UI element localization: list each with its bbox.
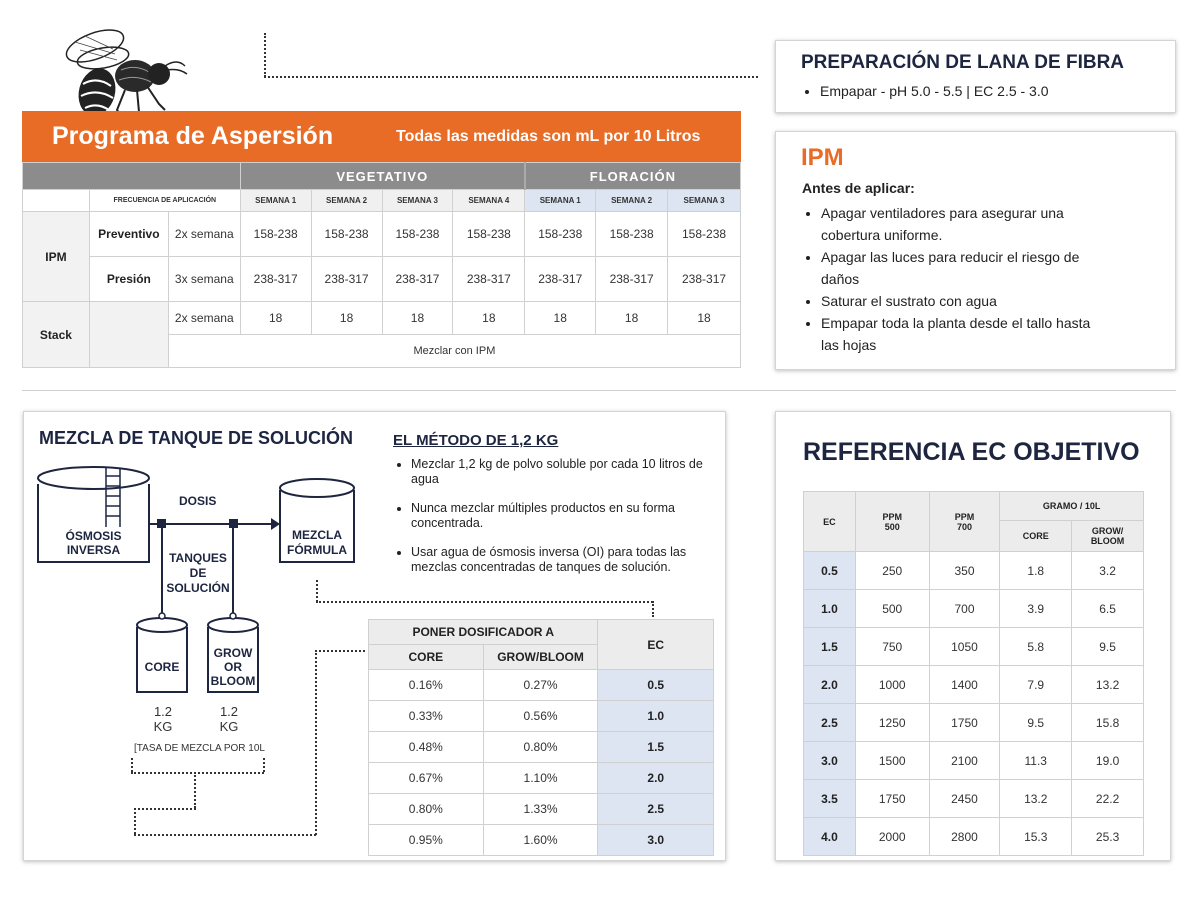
core-gram: 3.9 [1000,590,1072,628]
core-gram: 7.9 [1000,666,1072,704]
cell-value: 18 [311,302,382,335]
table-row [804,780,1144,818]
ec-reference-title: REFERENCIA EC OBJETIVO [803,438,1140,466]
blank-cell [89,302,168,368]
tank-mix-title: MEZCLA DE TANQUE DE SOLUCIÓN [39,428,353,448]
table-row [369,701,714,732]
method-title: EL MÉTODO DE 1,2 KG [393,432,559,449]
ro-label [46,529,141,557]
header-line: BLOOM [1090,536,1125,546]
cell-value: 18 [453,302,525,335]
list-item: • Nunca mezclar múltiples productos en su forma concentrada. [411,501,711,531]
spray-program-header [22,111,741,162]
flor-week-header: SEMANA 1 [525,190,596,212]
grow-gram: 15.8 [1072,704,1144,742]
ppm500-value: 1500 [855,742,929,780]
cell-value: 238-317 [382,257,453,302]
core-gram: 15.3 [1000,818,1072,856]
table-row [369,732,714,763]
dosing-header: PONER DOSIFICADOR A [369,620,598,645]
table-row [23,257,741,302]
table-row [369,825,714,856]
list-item: • Saturar el sustrato con agua [821,290,1091,312]
ec-value: 0.5 [804,552,856,590]
cell-value: 238-317 [311,257,382,302]
fiber-title: PREPARACIÓN DE LANA DE FIBRA [801,52,1125,73]
flor-week-header: SEMANA 2 [596,190,668,212]
bracket-line [316,601,653,603]
list-item: • Usar agua de ósmosis inversa (OI) para todas las mezclas concentradas de tanques de solución. [411,545,711,575]
table-row [804,704,1144,742]
list-item: • Apagar las luces para reducir el riesgo de daños [821,246,1091,290]
kg-value: 1.2 [219,704,239,719]
ec-value: 2.0 [804,666,856,704]
cell-value: 158-238 [382,212,453,257]
grow-pct: 1.60% [483,825,598,856]
flor-header: FLORACIÓN [525,163,741,190]
ro-label-line: INVERSA [66,543,121,557]
bracket-line [315,650,365,652]
bracket-line [652,601,654,617]
stack-row-label: Stack [23,302,90,368]
grow-kg [214,704,244,734]
cell-value: 18 [382,302,453,335]
bracket-line [194,772,196,808]
cell-value: 158-238 [453,212,525,257]
tanks-label-line: SOLUCIÓN [166,581,230,595]
ec-col-header: EC [804,492,856,552]
ppm700-value: 2800 [929,818,1000,856]
mix-rate-label: [TASA DE MEZCLA POR 10L [134,743,265,754]
core-gram: 1.8 [1000,552,1072,590]
veg-week-header: SEMANA 2 [311,190,382,212]
cell-value: 18 [240,302,311,335]
cell-value: 238-317 [596,257,668,302]
tank-mix-card [23,411,726,861]
core-gram: 11.3 [1000,742,1072,780]
veg-week-header: SEMANA 4 [453,190,525,212]
ec-value: 0.5 [598,670,714,701]
bracket-line [131,772,264,774]
arrow-icon [271,518,280,530]
row-freq: 3x semana [168,257,240,302]
fiber-card [775,40,1176,113]
core-pct: 0.95% [369,825,484,856]
grow-pct: 0.80% [483,732,598,763]
cell-value: 18 [596,302,668,335]
spray-table [22,162,741,368]
connector-line [264,76,758,78]
ec-value: 1.0 [804,590,856,628]
tanks-label-line: DE [189,566,207,580]
cell-value: 238-317 [525,257,596,302]
table-row [804,628,1144,666]
header-line: GROW/ [1091,526,1124,536]
ppm700-value: 350 [929,552,1000,590]
core-col-header: CORE [1000,521,1072,552]
header-line: 700 [956,521,972,532]
freq-header: FRECUENCIA DE APLICACIÓN [89,190,240,212]
dosis-label: DOSIS [179,494,217,508]
core-tank-label: CORE [144,660,180,674]
spray-program-subtitle: Todas las medidas son mL por 10 Litros [396,128,701,145]
ppm700-value: 1400 [929,666,1000,704]
core-col-header: CORE [369,645,484,670]
ppm500-value: 1750 [855,780,929,818]
bracket-line [134,834,316,836]
spray-program-title: Programa de Aspersión [52,122,334,150]
ppm700-value: 1050 [929,628,1000,666]
ppm700-value: 1750 [929,704,1000,742]
core-pct: 0.80% [369,794,484,825]
cell-value: 158-238 [525,212,596,257]
row-sub-label: Presión [89,257,168,302]
grow-pct: 1.33% [483,794,598,825]
ipm-list [803,202,1091,356]
mix-label [280,528,354,558]
list-item: • Empapar toda la planta desde el tallo hasta las hojas [821,312,1091,356]
table-row [369,794,714,825]
mix-tank-top [280,479,354,497]
ec-value: 3.0 [598,825,714,856]
ec-col-header: EC [598,620,714,670]
grow-col-header: GROW/BLOOM [483,645,598,670]
grow-tank-label [208,646,258,688]
ppm700-value: 2100 [929,742,1000,780]
ppm500-value: 250 [855,552,929,590]
header-line: 500 [884,521,900,532]
bracket-line [316,580,318,602]
grow-pct: 0.56% [483,701,598,732]
table-row [804,742,1144,780]
row-freq: 2x semana [168,302,240,335]
method-list [393,457,711,575]
core-gram: 9.5 [1000,704,1072,742]
table-row [23,302,741,335]
ppm500-value: 1000 [855,666,929,704]
ppm700-value: 2450 [929,780,1000,818]
table-row [804,590,1144,628]
ec-value: 1.0 [598,701,714,732]
header-line: PPM [882,511,902,522]
table-row [369,763,714,794]
kg-unit: KG [219,719,239,734]
grow-label-line: OR [224,660,242,674]
cell-value: 18 [668,302,741,335]
tanks-label-line: TANQUES [169,551,227,565]
tanks-label [164,551,232,596]
grow-col-header [1072,521,1144,552]
dosing-table [368,619,714,856]
core-gram: 13.2 [1000,780,1072,818]
ipm-lead: Antes de aplicar: [802,180,915,196]
spray-header-blank [23,163,241,190]
table-row [804,552,1144,590]
ipm-card [775,131,1176,370]
list-item: • Empapar - pH 5.0 - 5.5 | EC 2.5 - 3.0 [820,83,1049,99]
table-row [804,666,1144,704]
core-kg [148,704,178,734]
grow-pct: 0.27% [483,670,598,701]
core-pct: 0.48% [369,732,484,763]
ec-value: 1.5 [598,732,714,763]
ec-value: 3.5 [804,780,856,818]
cell-value: 238-317 [240,257,311,302]
veg-week-header: SEMANA 1 [240,190,311,212]
bracket-line [315,650,317,835]
junction-node [229,519,238,528]
cell-value: 238-317 [453,257,525,302]
grow-gram: 6.5 [1072,590,1144,628]
table-row [804,818,1144,856]
cell-value: 18 [525,302,596,335]
fiber-list [802,83,1049,99]
kg-value: 1.2 [153,704,173,719]
core-pct: 0.33% [369,701,484,732]
junction-node [157,519,166,528]
row-freq: 2x semana [168,212,240,257]
ro-label-line: ÓSMOSIS [65,529,122,543]
ec-reference-table [803,491,1144,856]
ec-value: 2.5 [804,704,856,742]
cell-value: 158-238 [596,212,668,257]
ec-value: 2.0 [598,763,714,794]
list-item: • Apagar ventiladores para asegurar una cobertura uniforme. [821,202,1091,246]
ppm500-value: 2000 [855,818,929,856]
cell-value: 238-317 [668,257,741,302]
bracket-line [263,758,265,772]
ec-value: 2.5 [598,794,714,825]
gram-col-header: GRAMO / 10L [1000,492,1144,521]
row-sub-label: Preventivo [89,212,168,257]
flor-week-header: SEMANA 3 [668,190,741,212]
grow-gram: 22.2 [1072,780,1144,818]
ro-tank-top [38,467,149,489]
grow-label-line: BLOOM [210,674,256,688]
grow-tank-top [208,618,258,632]
ppm500-value: 1250 [855,704,929,742]
grow-gram: 13.2 [1072,666,1144,704]
ppm700-value: 700 [929,590,1000,628]
bracket-line [134,808,196,810]
veg-header: VEGETATIVO [240,163,525,190]
ipm-row-label: IPM [23,212,90,302]
connector-line [264,33,266,77]
cell-value: 158-238 [668,212,741,257]
list-item: • Mezclar 1,2 kg de polvo soluble por cada 10 litros de agua [411,457,711,487]
kg-unit: KG [153,719,173,734]
core-pct: 0.67% [369,763,484,794]
ipm-title: IPM [801,144,844,171]
ppm500-value: 500 [855,590,929,628]
core-pct: 0.16% [369,670,484,701]
grow-pct: 1.10% [483,763,598,794]
veg-week-header: SEMANA 3 [382,190,453,212]
header-line: PPM [954,511,975,522]
stack-note: Mezclar con IPM [168,335,740,368]
ppm700-col-header [929,492,1000,552]
grow-gram: 3.2 [1072,552,1144,590]
bee-illustration [55,14,190,124]
mix-label-line: FÓRMULA [287,543,347,557]
grow-gram: 25.3 [1072,818,1144,856]
core-gram: 5.8 [1000,628,1072,666]
core-tank-top [137,618,187,632]
cell-value: 158-238 [240,212,311,257]
cell-value: 158-238 [311,212,382,257]
bracket-line [134,808,136,834]
ec-reference-card [775,411,1171,861]
section-divider [22,390,1176,391]
ec-value: 3.0 [804,742,856,780]
grow-gram: 9.5 [1072,628,1144,666]
mix-label-line: MEZCLA [292,528,342,542]
bracket-line [131,758,133,772]
ppm500-value: 750 [855,628,929,666]
ec-value: 4.0 [804,818,856,856]
table-row [23,212,741,257]
table-row [369,670,714,701]
grow-label-line: GROW [213,646,253,660]
ppm500-col-header [855,492,929,552]
grow-gram: 19.0 [1072,742,1144,780]
blank-cell [23,190,90,212]
ec-value: 1.5 [804,628,856,666]
